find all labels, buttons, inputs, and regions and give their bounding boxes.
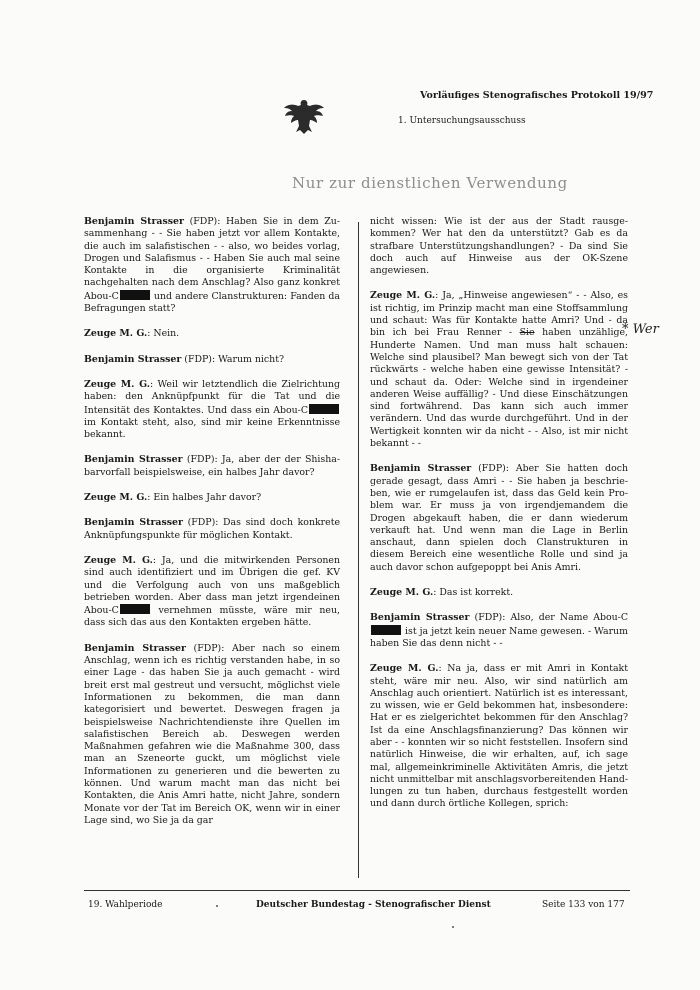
speaker-party: (FDP) [471,463,506,475]
committee-name: 1. Untersuchungsausschuss [398,116,526,126]
speaker-party: (FDP) [182,454,215,466]
speaker-party: (FDP) [183,216,218,227]
turn-text-continued: vernehmen müsste, wäre mir neu, dass sich das aus den Kontakten ergeben hätte. [84,605,340,629]
turn-text: : Aber nach so einem Anschlag, wenn ich es richtig verstanden habe, in so einer Lage - das haben Sie ja auch gemacht - wird breit erst mal gestreut und versucht, möglichst viele Informationen zu bekommen, die man dann kategorisiert und bewertet. Deswegen fragen ja beispielsweise Nachrichtendienste ihre Quellen im salafistischen Bereich ab. Deswegen werden Maßnahmen gefahren wie die Maßnahme 300, dass man an Szeneorte guckt, um möglichst viele Informationen zu generieren und die bewerten zu können. Und warum macht man das nicht bei Kontakten, die Anis Amri hatte, nicht Jahre, sondern Monate vor der Tat im Bereich OK, wenn wir in einer Lage sind, wo Sie ja da gar [84,642,340,826]
speaker-name: Benjamin Strasser [370,612,470,624]
speaker-party: (FDP) [182,517,216,529]
turn-text: nicht wissen: Wie ist der aus der Stadt rausgekommen? Wer hat den da unterstützt? Gab es da strafbare Unterstützungshandlungen? - Da sind Sie doch auch auf Hinweise aus der OK-Szene angewiesen. [370,216,628,277]
turn-text: : Weil wir letztendlich die Zielrichtung haben: den Anknüpfpunkt für die Tat und die Intensität des Kontaktes. Und dass ein Abou-C [84,378,341,416]
turn-text-continued: und andere Clanstrukturen: Fanden da Befragungen statt? [84,290,340,315]
speaker-name: Zeuge M. G. [370,663,439,675]
speaker-name: Benjamin Strasser [370,463,472,475]
speaker-party: (FDP) [185,642,222,654]
footer-rule [84,890,630,891]
speaker-name: Zeuge M. G. [84,378,151,390]
transcript-turn [84,216,340,315]
transcript-turn [370,216,628,277]
transcript-turn [84,379,340,441]
handwritten-margin-note: * Wer [622,322,659,337]
protocol-title: Vorläufiges Stenografisches Protokoll 19/97 [420,90,654,101]
footer-page-number: Seite 133 von 177 [542,900,625,910]
transcript-turn [370,612,628,650]
speaker-name: Zeuge M. G. [84,328,148,340]
transcript-turn [84,354,340,366]
turn-text: : Das ist korrekt. [433,587,514,599]
transcript-turn [84,492,340,504]
footer-period: 19. Wahlperiode [88,900,163,910]
turn-text: : Ja, „Hinweise angewiesen“ - - Also, es ist richtig, im Prinzip macht man eine Stoffsammlung und schaut: Was für Kontakte hatte Amri? Und - da bin ich bei Frau Renner - [370,290,628,339]
transcript-turn [370,463,628,574]
turn-text: : Ja, aber der der Shishabarvorfall beispielsweise, ein halbes Jahr davor? [84,454,341,478]
turn-text: : Aber Sie hatten doch gerade gesagt, dass Amri - - Sie haben ja beschrieben, wie er rumgelaufen ist, dass das Geld kein Problem war. Er muss ja von irgendjemandem die Drogen abgekauft haben, die er dann wiederum verkauft hat. Und wenn man die Lage in Berlin anschaut, dann spielen doch Clanstrukturen in diesem Bereich eine wesentliche Rolle und sind ja auch davor schon aufgepoppt bei Anis Amri. [370,463,628,573]
speaker-name: Benjamin Strasser [84,517,183,529]
transcript-turn [84,328,340,340]
footer-publisher: Deutscher Bundestag - Stenografischer Dienst [256,900,491,910]
transcript-turn [84,517,340,542]
redaction-block [309,404,339,414]
speaker-name: Zeuge M. G. [370,290,436,302]
scan-speck [216,905,218,907]
speaker-name: Zeuge M. G. [370,587,434,599]
turn-text: : Na ja, dass er mit Amri in Kontakt steht, wäre mir neu. Also, wir sind natürlich am Anschlag auch orientiert. Natürlich ist es interessant, zu wissen, wie er Geld bekommen hat, insbesondere: Hat er es zielgerichtet bekommen für den Anschlag? Ist da eine Anschlagsfinanzierung? Das können wir aber - - konnten wir so nicht feststellen. Insofern sind natürlich Hinweise, die wir erhalten, auf, ich sage mal, allgemeinkriminelle Aktivitäten Amris, die jetzt nicht unmittelbar mit anschlagsvorbereitenden Handlungen zu tun haben, durchaus festgestellt worden und dann durch örtliche Kollegen, sprich: [370,663,628,810]
transcript-turn [84,454,340,479]
redaction-block [120,290,150,300]
turn-text: : Warum nicht? [211,353,284,365]
column-divider [358,222,359,878]
transcript-turn [370,587,628,599]
turn-text: : Nein. [147,328,180,340]
turn-text: : Ja, und die mitwirkenden Personen sind auch identifiziert und im Übrigen die gef. KV und die Verfolgung auch von uns maßgeblich betrieben worden. Aber dass man jetzt irgendeinen Abou-C [84,554,340,617]
speaker-name: Zeuge M. G. [84,492,148,504]
turn-text: : Das sind doch konkrete Anknüpfungspunkte für möglichen Kontakt. [84,517,341,541]
transcript-turn [84,643,340,827]
turn-text: : Also, der Name Abou-C [502,612,629,624]
turn-text: : Ein halbes Jahr davor? [147,492,262,504]
turn-text: : Haben Sie in dem Zusammenhang - - Sie haben jetzt vor allem Kontakte, die auch im salafistischen - - also, wo beides vorlag, Drogen und Salafismus - - Haben Sie auch mal seine Kontakte in die organisierte Kriminalität nachgehalten nach dem Anschlag? Also ganz konkret Abou-C [84,216,340,302]
speaker-party: (FDP) [469,612,503,624]
speaker-name: Benjamin Strasser [84,216,184,227]
confidentiality-stamp: Nur zur dienstlichen Verwendung [292,174,568,192]
turn-text-continued: haben unzählige, Hunderte Namen. Und man muss halt schauen: Welche sind plausibel? Man bewegt sich von der Tat rückwärts - welche haben eine gewisse Intensität? - und schaut da. Oder: Welche sind in irgendeiner anderen Weise auffällig? - Und diese Einschätzungen sind fortwährend. Das kann sich auch immer verändern. Und das wurde durchgeführt. Und in der Wertigkeit konnten wir da nicht - - Also, ist mir nicht bekannt - - [370,327,628,450]
redaction-block [371,625,401,635]
speaker-name: Zeuge M. G. [84,554,153,566]
redaction-block [120,604,150,614]
turn-text-continued: ist ja jetzt kein neuer Name gewesen. - Warum haben Sie das denn nicht - - [370,625,628,649]
right-column [370,216,628,824]
speaker-name: Benjamin Strasser [84,353,182,365]
federal-eagle-icon [282,96,326,136]
speaker-party: (FDP) [181,353,212,365]
transcript-turn [370,663,628,811]
transcript-turn [370,290,628,450]
struck-word: Sie [519,327,535,339]
left-column [84,216,340,840]
speaker-name: Benjamin Strasser [84,454,183,466]
scan-speck [452,926,454,928]
transcript-turn [84,555,340,630]
speaker-name: Benjamin Strasser [84,642,186,654]
turn-text-continued: im Kontakt steht, also, sind mir keine Erkenntnisse bekannt. [84,416,340,441]
